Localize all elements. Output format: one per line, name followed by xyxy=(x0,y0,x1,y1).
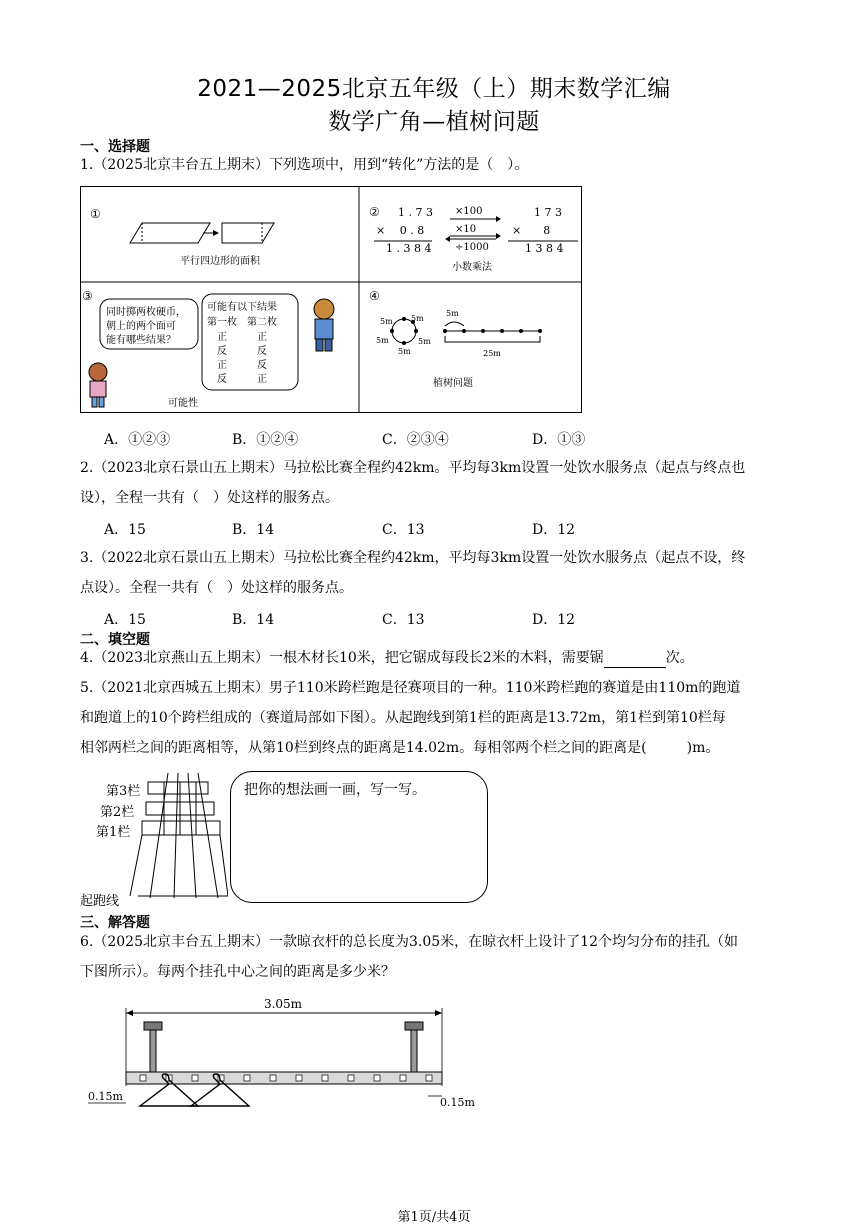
option-b[interactable]: B．14 xyxy=(232,612,275,628)
svg-text:5m: 5m xyxy=(380,317,393,326)
svg-text:反 正: 反 正 xyxy=(207,374,267,385)
clothes-rack-figure xyxy=(80,996,490,1112)
section-heading-choice: 一、选择题 xyxy=(80,139,150,155)
svg-text:0.15m: 0.15m xyxy=(88,1090,123,1103)
svg-text:0.15m: 0.15m xyxy=(440,1096,475,1109)
question-1-figure xyxy=(80,186,582,414)
sketch-box-prompt: 把你的想法画一画，写一写。 xyxy=(244,782,426,798)
svg-text:5m: 5m xyxy=(446,309,459,318)
question-3-options xyxy=(104,609,575,629)
question-5-line1: 5.（2021北京西城五上期末）男子110米跨栏跑是径赛项目的一种。110米跨栏跑的赛道是由110m的跑道 xyxy=(80,680,741,696)
fig-cell4-number: ④ xyxy=(369,289,380,303)
document-subtitle: 数学广角—植树问题 xyxy=(328,109,540,135)
svg-text:同时掷两枚硬币，: 同时掷两枚硬币， xyxy=(106,307,186,318)
question-3-line1: 3.（2022北京石景山五上期末）马拉松比赛全程约42km，平均每3km设置一处饮水服务点（起点不设，终 xyxy=(80,550,746,566)
girl-illustration xyxy=(89,363,107,407)
svg-text:1 . 3 8 4: 1 . 3 8 4 xyxy=(386,242,432,255)
fig-cell1-caption: 平行四边形的面积 xyxy=(180,256,260,267)
option-d[interactable]: D．①③ xyxy=(532,432,586,448)
question-1-text: 1.（2025北京丰台五上期末）下列选项中，用到“转化”方法的是（ ）。 xyxy=(80,157,529,173)
option-b[interactable]: B．①②④ xyxy=(232,432,299,448)
section-heading-solve: 三、解答题 xyxy=(80,915,150,931)
fig-cell4-caption: 植树问题 xyxy=(433,378,473,389)
answer-blank[interactable] xyxy=(604,653,666,668)
question-6-line1: 6.（2025北京丰台五上期末）一款晾衣杆的总长度为3.05米，在晾衣杆上设计了12个均匀分布的挂孔（如 xyxy=(80,934,738,950)
section-heading-fill: 二、填空题 xyxy=(80,632,150,648)
svg-text:3.05m: 3.05m xyxy=(263,997,303,1011)
svg-text:朝上的两个面可: 朝上的两个面可 xyxy=(106,321,176,332)
fig-cell1-number: ① xyxy=(90,207,101,221)
option-d[interactable]: D．12 xyxy=(532,612,576,628)
svg-text:5m: 5m xyxy=(376,336,389,345)
option-c[interactable]: C．②③④ xyxy=(382,432,449,448)
svg-text:反 反: 反 反 xyxy=(207,346,267,357)
svg-text:1 3 8 4: 1 3 8 4 xyxy=(525,242,564,255)
option-c[interactable]: C．13 xyxy=(382,522,425,538)
svg-text:5m: 5m xyxy=(398,347,411,356)
svg-text:1 7 3: 1 7 3 xyxy=(534,206,562,219)
svg-text:÷1000: ÷1000 xyxy=(455,242,489,253)
option-d[interactable]: D．12 xyxy=(532,522,576,538)
question-2-line1: 2.（2023北京石景山五上期末）马拉松比赛全程约42km。平均每3km设置一处饮水服务点（起点与终点也 xyxy=(80,460,746,476)
question-3-line2: 点设）。全程一共有（ ）处这样的服务点。 xyxy=(80,580,353,596)
question-2-options xyxy=(104,519,575,539)
svg-text:×100: ×100 xyxy=(455,206,483,217)
option-a[interactable]: A．①②③ xyxy=(104,432,171,448)
option-c[interactable]: C．13 xyxy=(382,612,425,628)
question-5-line2: 和跑道上的10个跨栏组成的（赛道局部如下图）。从起跑线到第1栏的距离是13.72m，第1栏到第10栏每 xyxy=(80,710,726,726)
boy-illustration xyxy=(314,299,334,351)
svg-text:25m: 25m xyxy=(483,349,501,358)
svg-text:× 8: × 8 xyxy=(512,224,551,237)
option-b[interactable]: B．14 xyxy=(232,522,275,538)
svg-text:正 反: 正 反 xyxy=(207,360,267,371)
svg-text:能有哪些结果？: 能有哪些结果？ xyxy=(106,335,176,346)
fig-cell2-number: ② xyxy=(369,205,380,219)
fig-cell3-number: ③ xyxy=(82,289,93,303)
question-2-line2: 设），全程一共有（ ）处这样的服务点。 xyxy=(80,490,339,506)
svg-text:1 . 7 3: 1 . 7 3 xyxy=(398,206,433,219)
svg-text:正 正: 正 正 xyxy=(207,332,267,343)
svg-text:起跑线: 起跑线 xyxy=(80,894,120,909)
option-a[interactable]: A．15 xyxy=(104,522,146,538)
svg-text:×10: ×10 xyxy=(455,224,477,235)
rectangle-shape xyxy=(222,223,274,243)
hurdle-figure xyxy=(78,768,228,910)
question-1-options xyxy=(104,429,585,449)
question-5-line3: 相邻两栏之间的距离相等，从第10栏到终点的距离是14.02m。每相邻两个栏之间的距离是( )m。 xyxy=(80,740,720,756)
page-footer: 第1页/共4页 xyxy=(397,1210,471,1225)
svg-text:第一枚 第二枚: 第一枚 第二枚 xyxy=(207,317,277,328)
svg-text:5m: 5m xyxy=(411,314,424,323)
option-a[interactable]: A．15 xyxy=(104,612,146,628)
fig-cell3-caption: 可能性 xyxy=(168,398,198,409)
svg-text:可能有以下结果: 可能有以下结果 xyxy=(207,302,277,313)
svg-text:第2栏: 第2栏 xyxy=(100,805,135,820)
svg-text:第3栏: 第3栏 xyxy=(106,784,141,799)
svg-text:× 0 . 8: × 0 . 8 xyxy=(376,224,425,237)
question-4-text: 4.（2023北京燕山五上期末）一根木材长10米，把它锯成每段长2米的木料，需要锯 次。 xyxy=(80,650,694,666)
svg-text:5m: 5m xyxy=(418,337,431,346)
question-6-line2: 下图所示）。每两个挂孔中心之间的距离是多少米？ xyxy=(80,964,395,980)
fig-cell2-caption: 小数乘法 xyxy=(452,262,492,273)
document-title: 2021—2025北京五年级（上）期末数学汇编 xyxy=(197,76,671,102)
svg-text:第1栏: 第1栏 xyxy=(96,825,131,840)
